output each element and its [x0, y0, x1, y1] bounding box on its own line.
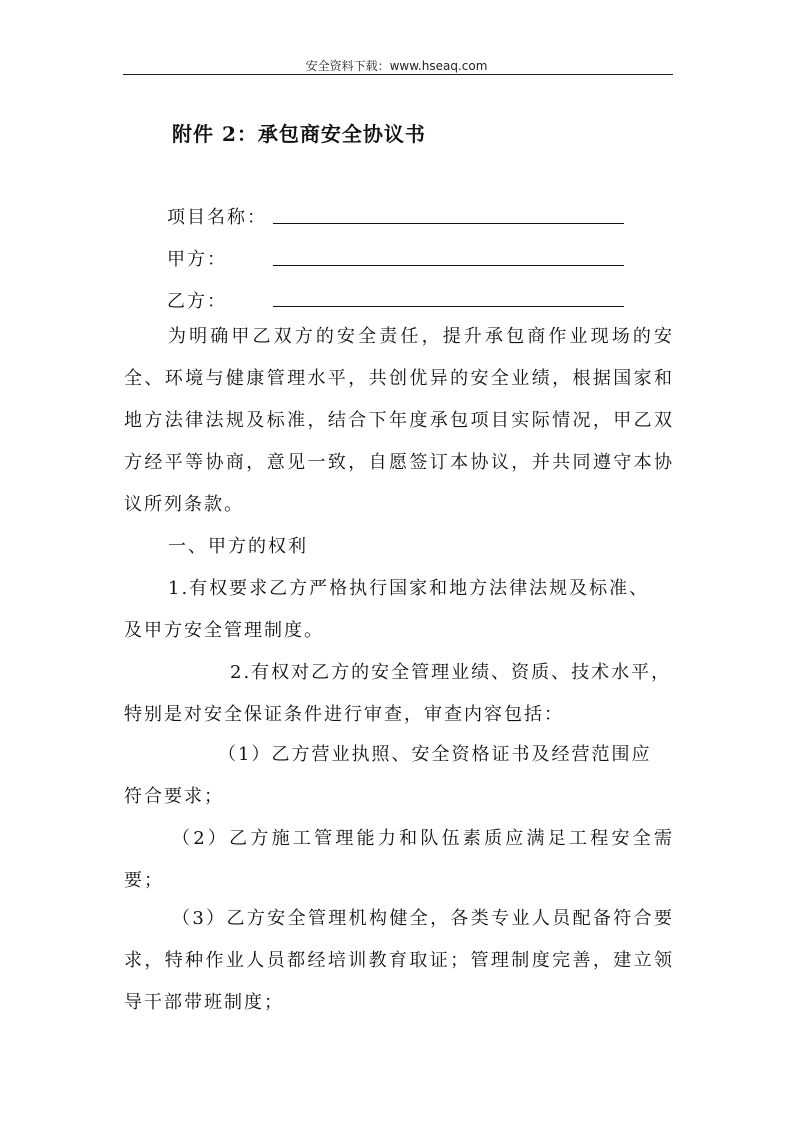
sub-item-1-line-2: 符合要求； — [124, 786, 224, 807]
field-blank-party-a — [273, 265, 624, 266]
field-blank-party-b — [273, 306, 624, 307]
item-2-line-1: 2.有权对乙方的安全管理业绩、资质、技术水平， — [230, 662, 672, 683]
intro-paragraph: 为明确甲乙双方的安全责任，提升承包商作业现场的安全、环境与健康管理水平，共创优异的安全业绩，根据国家和地方法律法规及标准，结合下年度承包项目实际情况，甲乙双方经平等协商，意见一致，自愿签订本协议，并共同遵守本协议所列条款。 — [124, 326, 674, 515]
item-1-line-1: 1.有权要求乙方严格执行国家和地方法律法规及标准、 — [168, 578, 650, 599]
field-blank-project-name — [273, 223, 624, 224]
field-label-party-a: 甲方： — [167, 249, 227, 270]
sub-item-3: （3）乙方安全管理机构健全，各类专业人员配备符合要求，特种作业人员都经培训教育取证；管理制度完善，建立领导干部带班制度； — [124, 908, 674, 1013]
sub-item-2: （2）乙方施工管理能力和队伍素质应满足工程安全需要； — [124, 828, 674, 891]
sub-item-1-line-1: （1）乙方营业执照、安全资格证书及经营范围应 — [218, 744, 652, 765]
item-2-line-2: 特别是对安全保证条件进行审查，审查内容包括： — [124, 704, 564, 725]
page-header: 安全资料下载：www.hseaq.com — [305, 59, 488, 73]
header-divider — [123, 74, 673, 75]
item-1-line-2: 及甲方安全管理制度。 — [124, 620, 324, 641]
section-heading-party-a-rights: 一、甲方的权利 — [168, 536, 308, 557]
document-title: 附件 2：承包商安全协议书 — [172, 122, 426, 146]
field-label-party-b: 乙方： — [167, 291, 227, 312]
field-label-project-name: 项目名称： — [167, 207, 267, 228]
